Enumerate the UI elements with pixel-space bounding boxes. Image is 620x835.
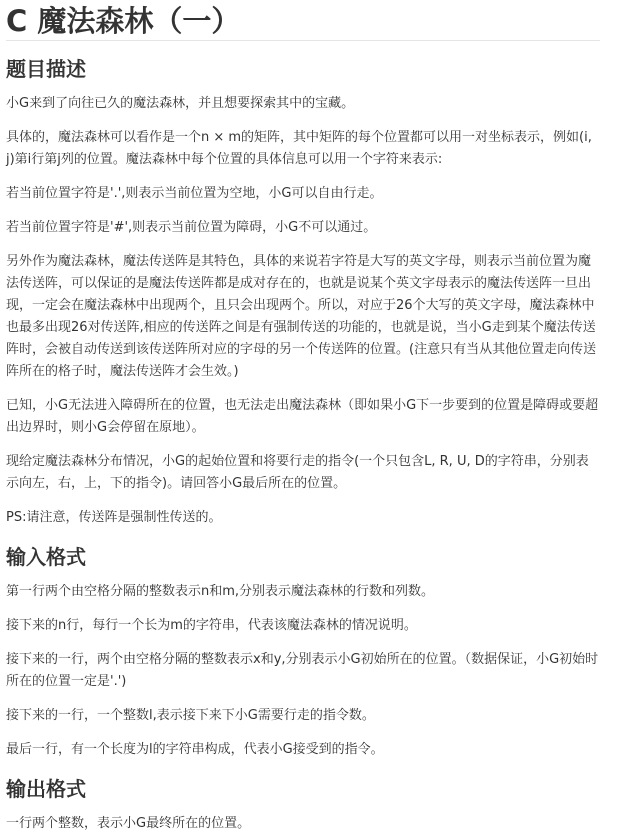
input-paragraph: 最后一行，有一个长度为l的字符串构成，代表小G接受到的指令。 — [6, 742, 384, 757]
description-paragraph: 现给定魔法森林分布情况，小G的起始位置和将要行走的指令(一个只包含L, R, U, D的字符串，分别表示向左，右，上，下的指令)。请回答小G最后所在的位置。 — [6, 454, 589, 491]
description-paragraph: 另外作为魔法森林，魔法传送阵是其特色，具体的来说若字符是大写的英文字母，则表示当前位置为魔法传送阵，可以保证的是魔法传送阵都是成对存在的，也就是说某个英文字母表示的魔法传送阵一旦出现，一定会在魔法森林中出现两个，且只会出现两个。所以，对应于26个大写的英文字母，魔法森林中也最多出现26对传送阵,相应的传送阵之间是有强制传送的功能的，也就是说，当小G走到某个魔法传送阵时，会被自动传送到该传送阵所对应的字母的另一个传送阵的位置。(注意只有当从其他位置走向传送阵所在的格子时，魔法传送阵才会生效。) — [6, 254, 597, 379]
description-paragraph: PS:请注意，传送阵是强制性传送的。 — [6, 510, 222, 525]
input-paragraph: 接下来的一行，两个由空格分隔的整数表示x和y,分别表示小G初始所在的位置。（数据保证，小G初始时所在的位置一定是'.') — [6, 652, 599, 689]
description-paragraph: 小G来到了向往已久的魔法森林，并且想要探索其中的宝藏。 — [6, 96, 355, 111]
section-heading-description: 题目描述 — [6, 57, 86, 81]
output-paragraph: 一行两个整数，表示小G最终所在的位置。 — [6, 816, 251, 831]
description-paragraph: 若当前位置字符是'.',则表示当前位置为空地，小G可以自由行走。 — [6, 186, 383, 201]
input-paragraph: 接下来的一行，一个整数l,表示接下来下小G需要行走的指令数。 — [6, 708, 375, 723]
description-paragraph: 已知，小G无法进入障碍所在的位置，也无法走出魔法森林（即如果小G下一步要到的位置是障碍或要超出边界时，则小G会停留在原地）。 — [6, 398, 599, 435]
description-paragraph: 若当前位置字符是'#',则表示当前位置为障碍，小G不可以通过。 — [6, 220, 377, 235]
input-paragraph: 第一行两个由空格分隔的整数表示n和m,分别表示魔法森林的行数和列数。 — [6, 584, 435, 599]
section-heading-input: 输入格式 — [6, 545, 86, 569]
input-paragraph: 接下来的n行，每行一个长为m的字符串，代表该魔法森林的情况说明。 — [6, 618, 417, 633]
description-paragraph: 具体的，魔法森林可以看作是一个n × m的矩阵，其中矩阵的每个位置都可以用一对坐标表示，例如(i, j)第i行第j列的位置。魔法森林中每个位置的具体信息可以用一个字符来表示: — [6, 130, 592, 167]
section-heading-output: 输出格式 — [6, 777, 86, 801]
page-title: C 魔法森林（一） — [6, 0, 600, 41]
